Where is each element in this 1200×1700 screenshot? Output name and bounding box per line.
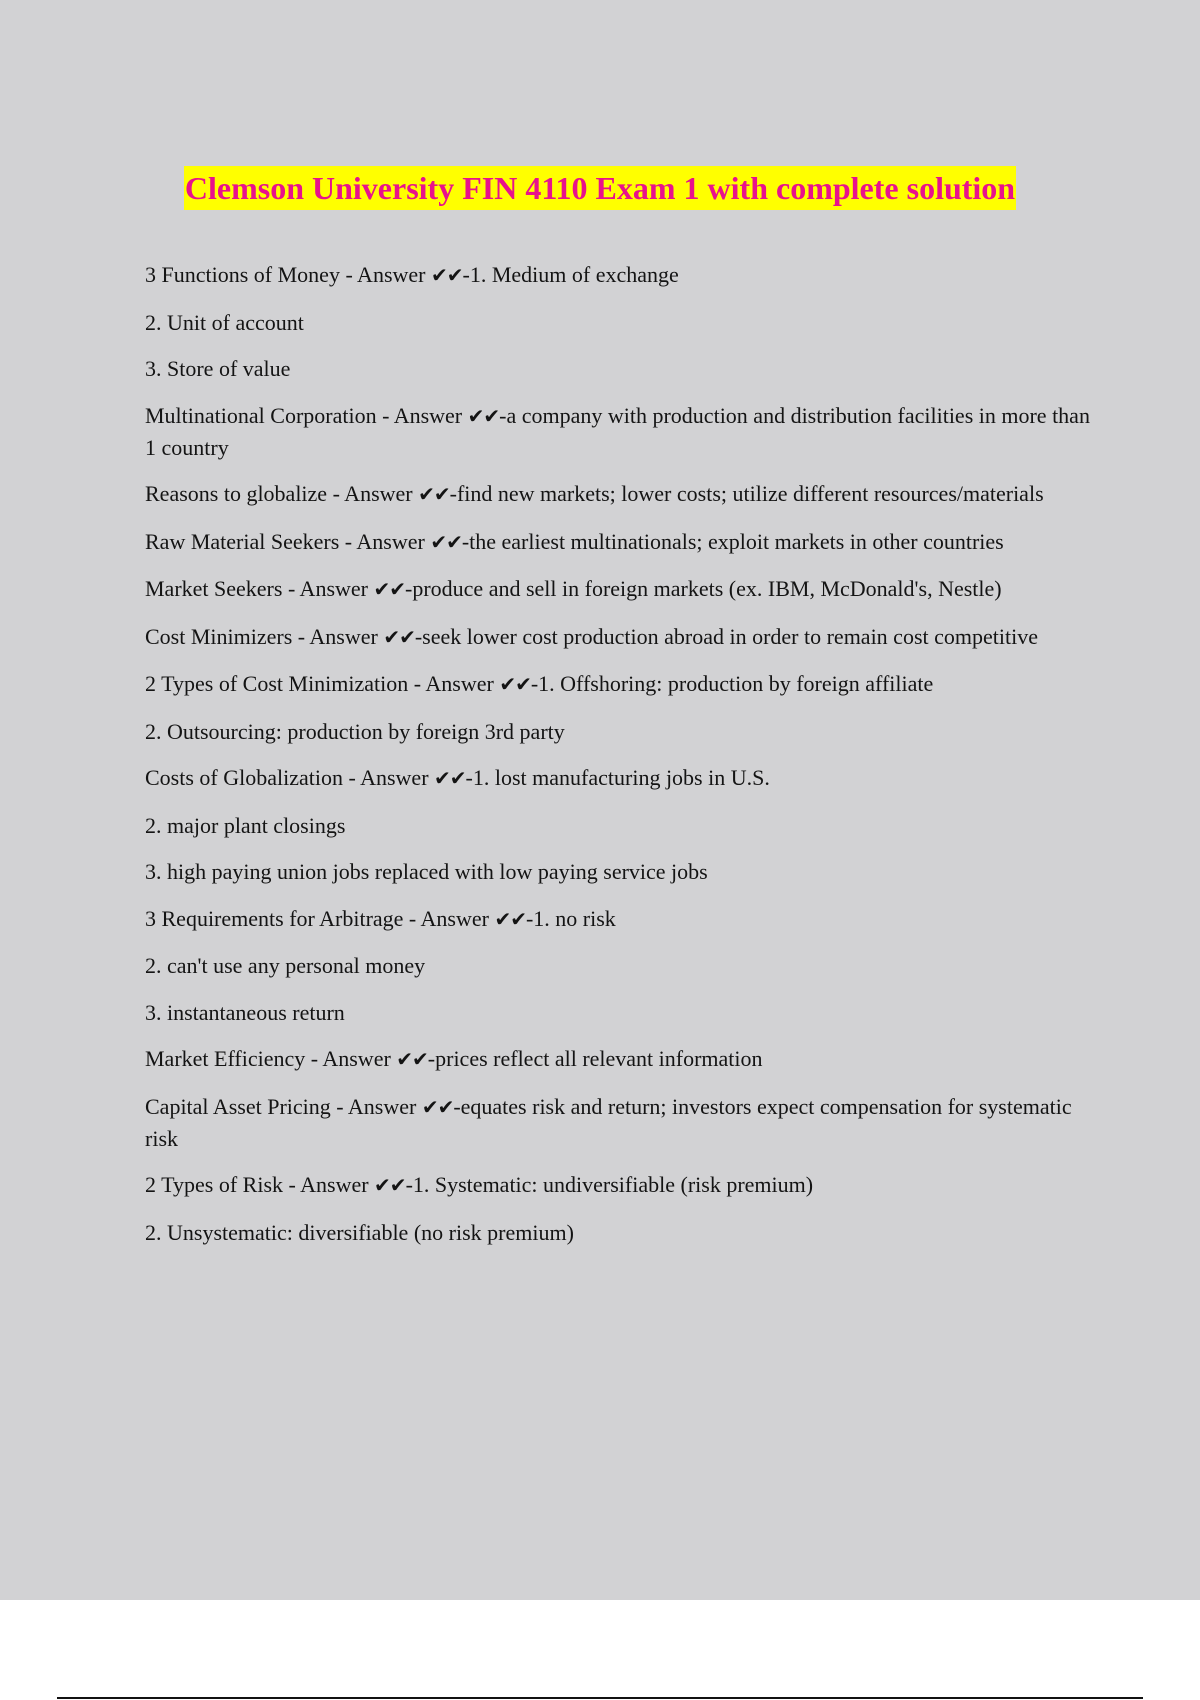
- qa-entry: [145, 621, 1095, 653]
- double-check-icon: ✔✔: [494, 906, 526, 931]
- answer-text: -seek lower cost production abroad in order to remain cost competitive: [414, 623, 1038, 649]
- answer-text: -find new markets; lower costs; utilize different resources/materials: [449, 481, 1044, 506]
- double-check-icon: ✔✔: [430, 263, 463, 287]
- answer-continuation: 2. major plant closings: [145, 812, 346, 838]
- answer-continuation: 2. Outsourcing: production by foreign 3rd party: [145, 718, 565, 744]
- question-term: Reasons to globalize - Answer: [145, 481, 419, 506]
- answer-continuation: 3. Store of value: [145, 356, 291, 381]
- double-check-icon: ✔✔: [383, 624, 415, 649]
- answer-text: -1. Medium of exchange: [462, 262, 679, 287]
- answer-text: -1. lost manufacturing jobs in U.S.: [465, 765, 770, 790]
- answer-text: -prices reflect all relevant information: [427, 1046, 763, 1071]
- double-check-icon: ✔✔: [418, 482, 450, 506]
- double-check-icon: ✔✔: [421, 1094, 454, 1119]
- question-term: 2 Types of Risk - Answer: [145, 1172, 375, 1197]
- qa-entry: [145, 573, 1095, 605]
- answer-continuation: 2. Unsystematic: diversifiable (no risk premium): [145, 1219, 574, 1245]
- qa-entry: [145, 903, 1095, 935]
- double-check-icon: ✔✔: [434, 766, 466, 790]
- qa-entry: [145, 400, 1095, 463]
- qa-entry: [145, 1043, 1095, 1075]
- answer-text: -1. Offshoring: production by foreign affiliate: [530, 671, 934, 696]
- double-check-icon: ✔✔: [499, 672, 531, 696]
- question-term: 3 Requirements for Arbitrage - Answer: [145, 905, 495, 931]
- qa-entry: [145, 762, 1095, 794]
- qa-entry: [145, 1169, 1095, 1201]
- question-term: Capital Asset Pricing - Answer: [145, 1093, 422, 1119]
- document-body: [145, 259, 1095, 1263]
- answer-continuation: 3. instantaneous return: [145, 999, 345, 1025]
- answer-text: -1. no risk: [525, 905, 616, 931]
- answer-continuation: 3. high paying union jobs replaced with low paying service jobs: [145, 859, 708, 884]
- double-check-icon: ✔✔: [467, 403, 500, 428]
- question-term: Market Efficiency - Answer: [145, 1046, 397, 1071]
- question-term: 2 Types of Cost Minimization - Answer: [145, 671, 500, 696]
- qa-entry: [145, 668, 1095, 700]
- answer-text: -the earliest multinationals; exploit markets in other countries: [461, 528, 1004, 554]
- double-check-icon: ✔✔: [373, 577, 406, 601]
- document-title: Clemson University FIN 4110 Exam 1 with complete solution: [184, 166, 1016, 210]
- question-term: Multinational Corporation - Answer: [145, 402, 468, 428]
- qa-entry: [145, 259, 1095, 291]
- double-check-icon: ✔✔: [374, 1173, 406, 1197]
- qa-entry: [145, 1091, 1095, 1154]
- qa-entry: [145, 526, 1095, 558]
- qa-entry: [145, 478, 1095, 510]
- question-term: Raw Material Seekers - Answer: [145, 528, 431, 554]
- answer-continuation: 2. can't use any personal money: [145, 953, 426, 978]
- question-term: 3 Functions of Money - Answer: [145, 262, 431, 287]
- title-wrapper: [0, 166, 1200, 210]
- answer-text: -1. Systematic: undiversifiable (risk premium): [405, 1172, 814, 1197]
- double-check-icon: ✔✔: [430, 529, 462, 554]
- footer-divider: [57, 1697, 1143, 1699]
- question-term: Costs of Globalization - Answer: [145, 765, 435, 790]
- question-term: Cost Minimizers - Answer: [145, 623, 384, 649]
- answer-continuation: 2. Unit of account: [145, 309, 304, 335]
- answer-text: -equates risk and return; investors expect compensation for systematic risk: [145, 1093, 1072, 1151]
- double-check-icon: ✔✔: [396, 1047, 428, 1071]
- question-term: Market Seekers - Answer: [145, 576, 374, 601]
- answer-text: -produce and sell in foreign markets (ex. IBM, McDonald's, Nestle): [405, 576, 1002, 601]
- answer-text: -a company with production and distribution facilities in more than 1 country: [145, 402, 1090, 460]
